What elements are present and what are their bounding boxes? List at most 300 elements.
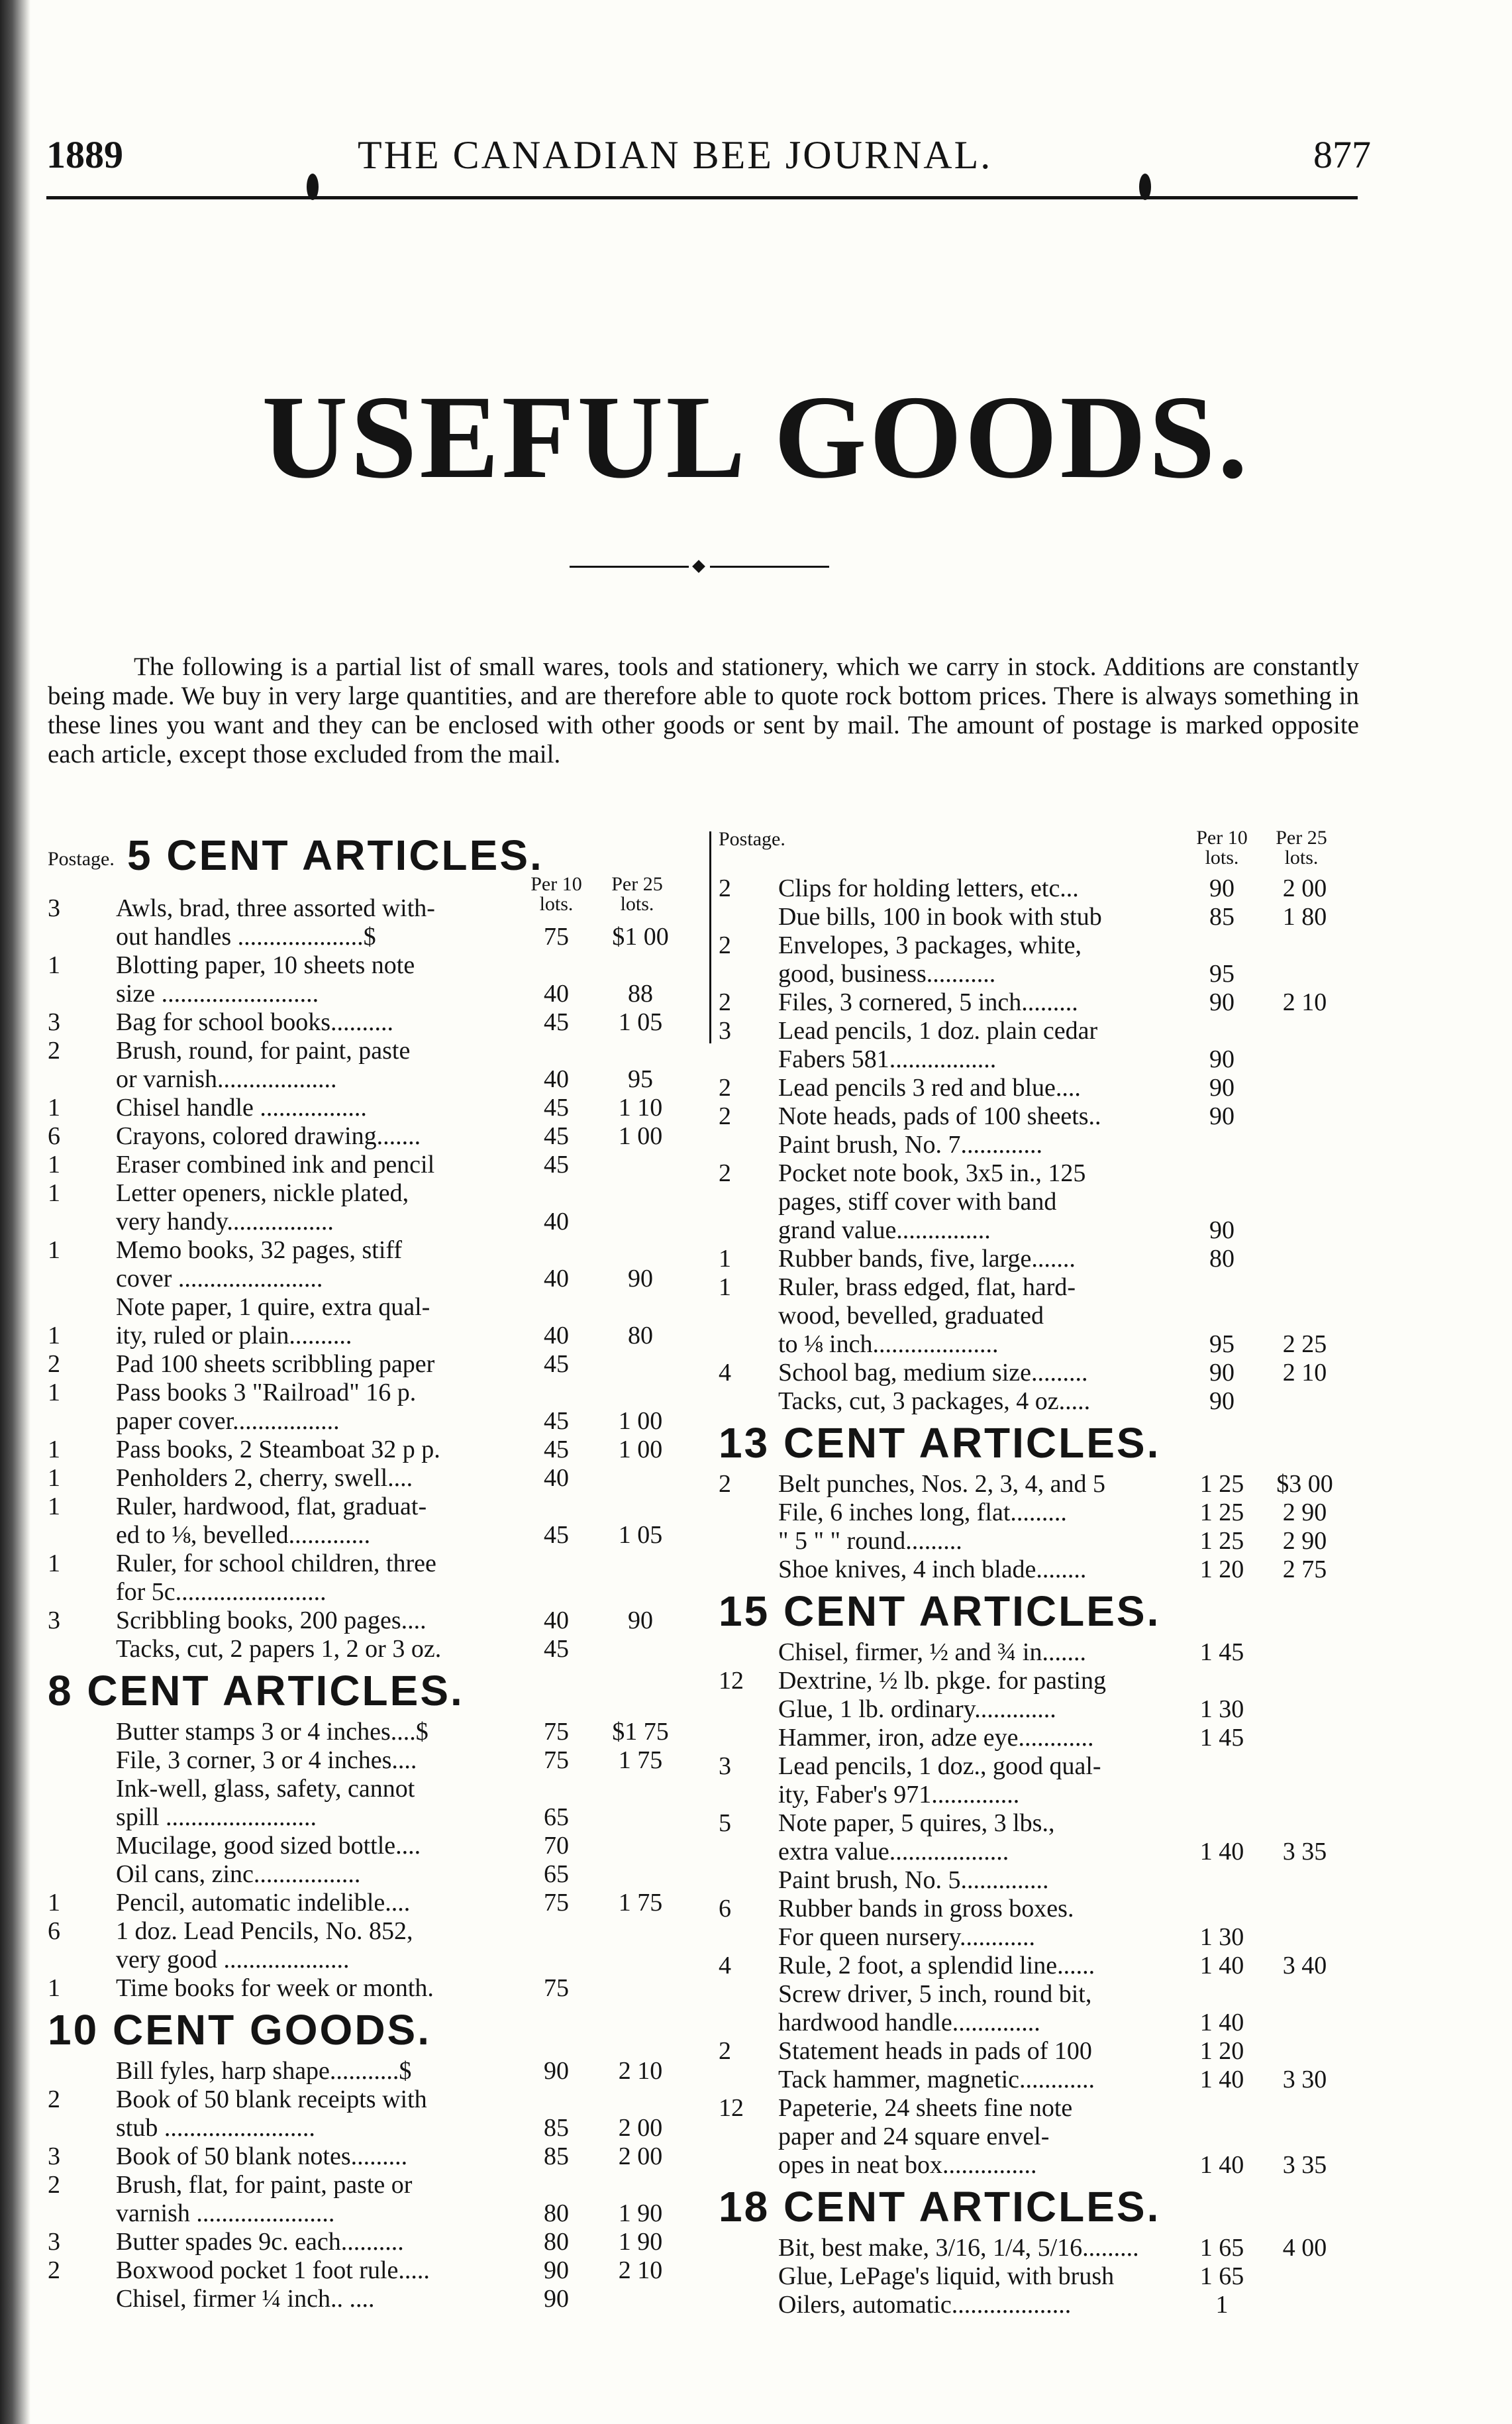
item-description: Butter spades 9c. each.......... <box>116 2228 404 2256</box>
postage-value: 1 <box>48 1889 60 1917</box>
per10-price: 65 <box>544 1803 569 1831</box>
section-heading: 13 CENT ARTICLES. <box>719 1419 1161 1467</box>
per10-price: 95 <box>1209 960 1235 988</box>
header-rule <box>46 196 1358 199</box>
per10-price: 1 40 <box>1199 2066 1244 2093</box>
postage-value: 12 <box>719 1667 744 1695</box>
per10-label-line1: Per 10 <box>530 873 582 895</box>
per10-price: 1 40 <box>1199 2151 1244 2179</box>
price-list-row <box>48 1946 710 1974</box>
postage-value: 1 <box>48 1974 60 2002</box>
per25-price: 95 <box>628 1065 653 1093</box>
item-description: extra value................... <box>778 1838 1009 1866</box>
price-list-row <box>48 2085 710 2114</box>
per10-label-line2: lots. <box>1205 847 1239 869</box>
item-description: Glue, 1 lb. ordinary............. <box>778 1695 1056 1723</box>
per10-price: 45 <box>544 1094 569 1122</box>
item-description: Clips for holding letters, etc... <box>778 874 1079 902</box>
price-list-row <box>48 2256 710 2285</box>
price-list-row <box>48 1889 710 1917</box>
price-list-row <box>48 1379 710 1407</box>
per10-price: 45 <box>544 1407 569 1435</box>
postage-value: 6 <box>48 1917 60 1945</box>
scanned-page-edge <box>0 0 30 2424</box>
per10-price: 75 <box>544 1974 569 2002</box>
per10-price: 90 <box>544 2256 569 2284</box>
item-description: very good .................... <box>116 1946 350 1974</box>
per10-price: 90 <box>1209 1074 1235 1102</box>
per25-price: $1 75 <box>612 1718 669 1746</box>
item-description: Rubber bands in gross boxes. <box>778 1895 1074 1923</box>
price-list-row <box>48 1436 710 1464</box>
price-list-row <box>719 1923 1381 1952</box>
price-list-row <box>48 1803 710 1832</box>
postage-value: 2 <box>719 988 731 1016</box>
postage-value: 3 <box>48 2228 60 2256</box>
item-description: Chisel handle ................. <box>116 1094 367 1122</box>
price-list-row <box>48 1718 710 1746</box>
per10-price: 85 <box>1209 903 1235 931</box>
per10-price: 1 30 <box>1199 1923 1244 1951</box>
per10-price: 90 <box>544 2057 569 2085</box>
price-list-row <box>48 980 710 1008</box>
price-list-row <box>48 1208 710 1236</box>
price-list-row <box>48 1265 710 1293</box>
item-description: Oil cans, zinc................. <box>116 1860 361 1888</box>
price-list-row <box>719 1470 1381 1499</box>
per25-price: 1 00 <box>618 1122 663 1150</box>
item-description: Screw driver, 5 inch, round bit, <box>778 1980 1092 2008</box>
per25-price: 1 75 <box>618 1889 663 1917</box>
per10-price: 1 30 <box>1199 1695 1244 1723</box>
ornament-line <box>570 566 689 568</box>
per10-price: 1 20 <box>1199 1555 1244 1583</box>
postage-value: 2 <box>48 1037 60 1065</box>
price-list-row <box>719 1188 1381 1216</box>
item-description: Scribbling books, 200 pages.... <box>116 1607 427 1634</box>
price-list-row <box>48 2171 710 2199</box>
item-description: Ink-well, glass, safety, cannot <box>116 1775 415 1803</box>
per25-price: 2 75 <box>1282 1555 1327 1583</box>
item-description: Ruler, for school children, three <box>116 1550 436 1577</box>
price-list-row <box>48 923 710 951</box>
postage-column-label: Postage. <box>48 848 115 870</box>
item-description: Rule, 2 foot, a splendid line...... <box>778 1952 1095 1979</box>
per25-price: 4 00 <box>1282 2234 1327 2262</box>
price-list-row <box>719 1074 1381 1102</box>
per10-price: 40 <box>544 1607 569 1634</box>
price-list-row <box>719 874 1381 903</box>
per25-price: 90 <box>628 1265 653 1292</box>
item-description: Time books for week or month. <box>116 1974 434 2002</box>
price-list-row <box>719 2123 1381 2151</box>
item-description: Butter stamps 3 or 4 inches....$ <box>116 1718 428 1746</box>
item-description: stub ........................ <box>116 2114 315 2142</box>
per10-price: 95 <box>1209 1330 1235 1358</box>
price-list-row <box>719 2234 1381 2262</box>
section-heading: 15 CENT ARTICLES. <box>719 1587 1161 1635</box>
per10-price: 90 <box>1209 1216 1235 1244</box>
item-description: Pencil, automatic indelible.... <box>116 1889 411 1917</box>
item-description: grand value............... <box>778 1216 991 1244</box>
postage-value: 4 <box>719 1359 731 1387</box>
postage-value: 1 <box>48 951 60 979</box>
price-list-row <box>719 1102 1381 1131</box>
postage-value: 3 <box>48 1607 60 1634</box>
item-description: or varnish................... <box>116 1065 337 1093</box>
price-list-row <box>48 2114 710 2142</box>
item-description: Book of 50 blank receipts with <box>116 2085 427 2113</box>
per25-price: 3 40 <box>1282 1952 1327 1979</box>
per10-price: 45 <box>544 1008 569 1036</box>
per25-price: 90 <box>628 1607 653 1634</box>
per10-price: 75 <box>544 1718 569 1746</box>
item-description: Bill fyles, harp shape...........$ <box>116 2057 412 2085</box>
price-list-row <box>719 903 1381 931</box>
per10-price: 90 <box>544 2285 569 2313</box>
right-column-body <box>719 874 1381 2319</box>
item-description: Book of 50 blank notes......... <box>116 2142 408 2170</box>
item-description: Memo books, 32 pages, stiff <box>116 1236 403 1264</box>
item-description: Glue, LePage's liquid, with brush <box>778 2262 1115 2290</box>
price-list-row <box>719 1838 1381 1866</box>
postage-value: 2 <box>719 1470 731 1498</box>
per10-price: 65 <box>544 1860 569 1888</box>
postage-value: 1 <box>48 1436 60 1463</box>
per25-label-line1: Per 25 <box>1276 827 1327 849</box>
item-description: Pass books, 2 Steamboat 32 p p. <box>116 1436 440 1463</box>
item-description: wood, bevelled, graduated <box>778 1302 1044 1330</box>
item-description: Pass books 3 "Railroad" 16 p. <box>116 1379 417 1406</box>
per10-price: 45 <box>544 1521 569 1549</box>
per10-price: 1 25 <box>1199 1527 1244 1555</box>
item-description: Belt punches, Nos. 2, 3, 4, and 5 <box>778 1470 1105 1498</box>
header-year: 1889 <box>46 133 123 176</box>
price-list-row <box>48 2228 710 2256</box>
item-description: Note paper, 1 quire, extra qual- <box>116 1293 430 1321</box>
per25-price: 2 00 <box>618 2114 663 2142</box>
item-description: Letter openers, nickle plated, <box>116 1179 409 1207</box>
per25-price: 3 35 <box>1282 1838 1327 1866</box>
price-list-row <box>48 1008 710 1037</box>
price-list-row <box>719 2066 1381 2094</box>
per25-price: 2 10 <box>1282 1359 1327 1387</box>
item-description: Bit, best make, 3/16, 1/4, 5/16......... <box>778 2234 1139 2262</box>
item-description: hardwood handle.............. <box>778 2009 1040 2036</box>
right-price-column <box>719 828 1381 2319</box>
item-description: Awls, brad, three assorted with- <box>116 894 435 922</box>
price-list-row <box>48 1493 710 1521</box>
item-description: For queen nursery............ <box>778 1923 1036 1951</box>
item-description: for 5c........................ <box>116 1578 327 1606</box>
item-description: School bag, medium size......... <box>778 1359 1088 1387</box>
per10-price: 85 <box>544 2142 569 2170</box>
per10-price: 45 <box>544 1635 569 1663</box>
item-description: Pocket note book, 3x5 in., 125 <box>778 1159 1086 1187</box>
postage-value: 2 <box>719 874 731 902</box>
price-list-row <box>719 1302 1381 1330</box>
ornament-diamond <box>692 560 705 573</box>
per25-price: 1 05 <box>618 1008 663 1036</box>
price-list-row <box>719 1387 1381 1416</box>
item-description: opes in neat box............... <box>778 2151 1037 2179</box>
per25-price: $1 00 <box>612 923 669 951</box>
item-description: to ⅛ inch.................... <box>778 1330 999 1358</box>
item-description: pages, stiff cover with band <box>778 1188 1057 1216</box>
header-page-number: 877 <box>1313 133 1371 176</box>
item-description: Boxwood pocket 1 foot rule..... <box>116 2256 430 2284</box>
item-description: cover ....................... <box>116 1265 323 1292</box>
postage-value: 3 <box>48 894 60 922</box>
price-list-row <box>719 1159 1381 1188</box>
ornament-line <box>710 566 829 568</box>
price-list-row <box>719 1273 1381 1302</box>
per10-price: 1 40 <box>1199 2009 1244 2036</box>
price-list-row <box>48 1322 710 1350</box>
item-description: Ruler, brass edged, flat, hard- <box>778 1273 1076 1301</box>
per25-label-line2: lots. <box>1284 847 1319 869</box>
item-description: 1 doz. Lead Pencils, No. 852, <box>116 1917 413 1945</box>
per25-price: 2 10 <box>618 2057 663 2085</box>
per10-price: 85 <box>544 2114 569 2142</box>
item-description: " 5 " " round......... <box>778 1527 962 1555</box>
price-list-row <box>719 1527 1381 1555</box>
price-list-row <box>719 2151 1381 2180</box>
item-description: ity, ruled or plain.......... <box>116 1322 352 1349</box>
per10-price: 75 <box>544 923 569 951</box>
per10-price: 70 <box>544 1832 569 1860</box>
price-list-row <box>48 1122 710 1151</box>
per10-price: 1 20 <box>1199 2037 1244 2065</box>
price-list-row <box>48 1236 710 1265</box>
item-description: Due bills, 100 in book with stub <box>778 903 1102 931</box>
item-description: Tacks, cut, 3 packages, 4 oz..... <box>778 1387 1091 1415</box>
per25-price: 1 05 <box>618 1521 663 1549</box>
per10-price: 90 <box>1209 1387 1235 1415</box>
per10-price: 80 <box>1209 1245 1235 1273</box>
price-list-row <box>719 1866 1381 1895</box>
price-list-row <box>48 1635 710 1663</box>
item-description: Rubber bands, five, large....... <box>778 1245 1076 1273</box>
per10-label-line2: lots. <box>539 893 574 915</box>
item-description: Chisel, firmer ¼ inch.. .... <box>116 2285 375 2313</box>
left-column-body <box>48 894 710 2313</box>
price-list-row <box>719 2262 1381 2291</box>
price-list-row <box>48 2285 710 2313</box>
per25-price: $3 00 <box>1276 1470 1333 1498</box>
price-list-row <box>719 1216 1381 1245</box>
item-description: Dextrine, ½ lb. pkge. for pasting <box>778 1667 1106 1695</box>
section-heading: 8 CENT ARTICLES. <box>48 1667 464 1714</box>
postage-value: 1 <box>48 1322 60 1349</box>
per10-price: 40 <box>544 1208 569 1236</box>
per25-price: 2 00 <box>618 2142 663 2170</box>
price-list-row <box>719 1330 1381 1359</box>
price-list-row <box>48 1521 710 1550</box>
per10-price: 75 <box>544 1889 569 1917</box>
postage-value: 3 <box>48 2142 60 2170</box>
price-list-row <box>719 1045 1381 1074</box>
per25-price: 3 30 <box>1282 2066 1327 2093</box>
per25-price: 1 90 <box>618 2199 663 2227</box>
price-list-row <box>719 1555 1381 1584</box>
item-description: very handy................. <box>116 1208 334 1236</box>
per25-price: 2 90 <box>1282 1499 1327 1526</box>
postage-value: 2 <box>719 1074 731 1102</box>
per10-price: 90 <box>1209 1102 1235 1130</box>
intro-text: The following is a partial list of small wares, tools and stationery, which we carry in stock. Additions are constantly being made. We buy in very large quantities, and are therefore able to quote rock bottom prices. There is always something in these lines you want and they can be enclosed with other goods or sent by mail. The amount of postage is marked opposite each article, except those excluded from the mail. <box>48 653 1359 768</box>
per10-price: 45 <box>544 1436 569 1463</box>
price-list-row <box>719 1895 1381 1923</box>
per10-price: 90 <box>1209 874 1235 902</box>
price-list-row <box>48 1974 710 2003</box>
per25-label-line2: lots. <box>620 893 654 915</box>
item-description: paper and 24 square envel- <box>778 2123 1050 2150</box>
per25-price: 3 35 <box>1282 2151 1327 2179</box>
per10-price: 40 <box>544 980 569 1008</box>
item-description: spill ........................ <box>116 1803 317 1831</box>
postage-value: 2 <box>719 1102 731 1130</box>
postage-value: 1 <box>48 1179 60 1207</box>
per10-price: 90 <box>1209 1359 1235 1387</box>
item-description: Fabers 581................. <box>778 1045 997 1073</box>
per10-price: 90 <box>1209 1045 1235 1073</box>
item-description: Crayons, colored drawing....... <box>116 1122 421 1150</box>
price-list-row <box>48 2199 710 2228</box>
per25-price: 1 75 <box>618 1746 663 1774</box>
price-list-row <box>719 1131 1381 1159</box>
postage-value: 2 <box>719 2037 731 2065</box>
item-description: ed to ⅛, bevelled............. <box>116 1521 371 1549</box>
item-description: Lead pencils 3 red and blue.... <box>778 1074 1081 1102</box>
per10-price: 80 <box>544 2199 569 2227</box>
section-heading: 18 CENT ARTICLES. <box>719 2183 1161 2231</box>
postage-value: 2 <box>719 931 731 959</box>
item-description: Ruler, hardwood, flat, graduat- <box>116 1493 427 1520</box>
item-description: File, 6 inches long, flat......... <box>778 1499 1067 1526</box>
price-list-row <box>48 1151 710 1179</box>
per10-price: 1 25 <box>1199 1499 1244 1526</box>
item-description: Files, 3 cornered, 5 inch......... <box>778 988 1078 1016</box>
item-description: Note paper, 5 quires, 3 lbs., <box>778 1809 1055 1837</box>
price-list-row <box>719 1695 1381 1724</box>
per25-column-label <box>1268 828 1335 868</box>
price-list-row <box>719 1667 1381 1695</box>
running-header <box>46 132 1371 185</box>
item-description: Blotting paper, 10 sheets note <box>116 951 415 979</box>
price-list-row <box>719 1809 1381 1838</box>
price-list-row <box>48 1179 710 1208</box>
item-description: Bag for school books.......... <box>116 1008 394 1036</box>
per25-price: 2 90 <box>1282 1527 1327 1555</box>
item-description: File, 3 corner, 3 or 4 inches.... <box>116 1746 417 1774</box>
item-description: Lead pencils, 1 doz., good qual- <box>778 1752 1101 1780</box>
per10-price: 40 <box>544 1265 569 1292</box>
price-list-row <box>719 1017 1381 1045</box>
item-description: Tacks, cut, 2 papers 1, 2 or 3 oz. <box>116 1635 442 1663</box>
postage-value: 12 <box>719 2094 744 2122</box>
per25-price: 1 90 <box>618 2228 663 2256</box>
price-list-row <box>48 1407 710 1436</box>
price-list-row <box>48 1065 710 1094</box>
postage-value: 2 <box>719 1159 731 1187</box>
per10-price: 1 65 <box>1199 2234 1244 2262</box>
price-list-row <box>48 2142 710 2171</box>
per10-price: 80 <box>544 2228 569 2256</box>
price-list-row <box>719 1980 1381 2009</box>
per10-price: 40 <box>544 1065 569 1093</box>
item-description: Brush, round, for paint, paste <box>116 1037 411 1065</box>
price-list-row <box>719 960 1381 988</box>
per25-price: 2 25 <box>1282 1330 1327 1358</box>
postage-value: 2 <box>48 2171 60 2199</box>
item-description: Statement heads in pads of 100 <box>778 2037 1092 2065</box>
per10-price: 1 25 <box>1199 1470 1244 1498</box>
per25-label-line1: Per 25 <box>611 873 663 895</box>
price-list-row <box>719 1952 1381 1980</box>
postage-value: 4 <box>719 1952 731 1979</box>
price-list-row <box>48 1860 710 1889</box>
item-description: ity, Faber's 971.............. <box>778 1781 1020 1809</box>
per25-price: 1 10 <box>618 1094 663 1122</box>
section-heading: 5 CENT ARTICLES. <box>127 831 544 879</box>
per10-price: 1 45 <box>1199 1638 1244 1666</box>
per10-price: 45 <box>544 1151 569 1179</box>
item-description: Paint brush, No. 7............. <box>778 1131 1042 1159</box>
left-price-column <box>48 828 710 2313</box>
right-column-header <box>719 828 1381 874</box>
item-description: paper cover................. <box>116 1407 340 1435</box>
per10-price: 75 <box>544 1746 569 1774</box>
price-list-row <box>719 2291 1381 2319</box>
postage-value: 1 <box>48 1236 60 1264</box>
price-list-row <box>48 1578 710 1607</box>
postage-value: 3 <box>719 1017 731 1045</box>
price-list-row <box>48 1746 710 1775</box>
price-list-row <box>48 1037 710 1065</box>
price-list-row <box>719 1752 1381 1781</box>
item-description: Paint brush, No. 5.............. <box>778 1866 1049 1894</box>
item-description: Papeterie, 24 sheets fine note <box>778 2094 1073 2122</box>
postage-value: 6 <box>719 1895 731 1923</box>
section-heading: 10 CENT GOODS. <box>48 2006 431 2054</box>
per10-price: 45 <box>544 1350 569 1378</box>
item-description: Hammer, iron, adze eye............ <box>778 1724 1094 1752</box>
postage-value: 2 <box>48 2085 60 2113</box>
item-description: size ......................... <box>116 980 319 1008</box>
postage-column-label: Postage. <box>719 828 785 850</box>
price-list-row <box>719 988 1381 1017</box>
per25-price: 88 <box>628 980 653 1008</box>
item-description: varnish ...................... <box>116 2199 335 2227</box>
price-list-row <box>719 1781 1381 1809</box>
item-description: good, business........... <box>778 960 996 988</box>
item-description: out handles ....................$ <box>116 923 376 951</box>
price-list-row <box>48 1775 710 1803</box>
price-list-row <box>719 931 1381 960</box>
title-ornament <box>570 562 834 571</box>
item-description: Envelopes, 3 packages, white, <box>778 931 1082 959</box>
price-list-row <box>48 1550 710 1578</box>
price-list-row <box>48 2057 710 2085</box>
postage-value: 6 <box>48 1122 60 1150</box>
price-list-row <box>48 1917 710 1946</box>
page-title: USEFUL GOODS. <box>262 371 1250 503</box>
postage-value: 1 <box>719 1273 731 1301</box>
item-description: Oilers, automatic................... <box>778 2291 1072 2319</box>
per25-price: 1 00 <box>618 1407 663 1435</box>
postage-value: 1 <box>48 1464 60 1492</box>
